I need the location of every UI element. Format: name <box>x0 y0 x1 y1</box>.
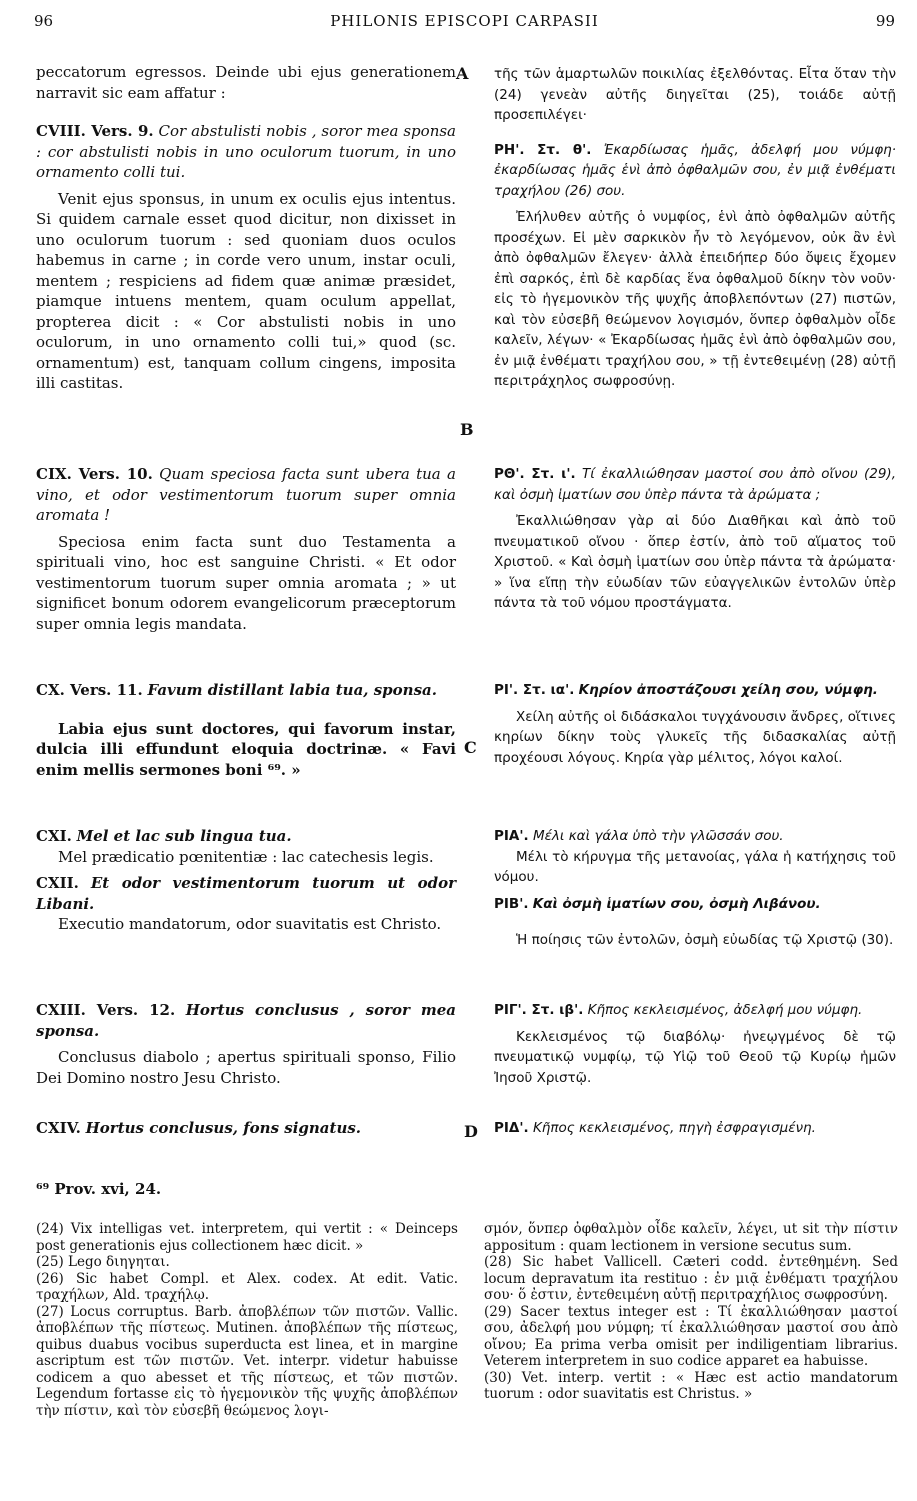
latin-cxii-body: Executio mandatorum, odor suavitatis est Christo. <box>58 915 442 933</box>
latin-intro: peccatorum egressos. Deinde ubi ejus generationem narravit sic eam affatur : <box>36 63 456 102</box>
note-27: (27) Locus corruptus. Barb. ἀποβλέπων τῶν πιστῶν. Vallic. ἀποβλέπων τῆς πίστεως. Mutinen. ἀποβλέπων τῆς πίστεως, quibus duabus vocibus superducta est linea, et in margine ascriptum est τῶν πιστῶν. Vet. interpr. videtur habuisse codicem a quo abesset et τῆς πίστεως, et τῶν πιστῶν. Legendum fortasse εἰς τὸ ἡγεμονικὸν τῆς ψυχῆς ἀποβλέπων τὴν πίστιν, καὶ τὸν εὐσεβῆ θεώμενος λογι- <box>36 1303 458 1419</box>
note-25: (25) Lego διηγηται. <box>36 1254 170 1270</box>
latin-cix-body: Speciosa enim facta sunt duo Testamenta a spirituali vino, hoc est sanguine Christi. « Et odor vestimentorum tuorum super omnia aromata ; » ut significet bonum odorem evangelicorum præceptorum super omnia legis mandata. <box>36 532 456 633</box>
note-28: (28) Sic habet Vallicell. Cæteri codd. ἐντεθημένη. Sed locum depravatum ita restituo : ἐν μιᾷ ἐνθέματι τραχήλου σου· ὅ ἐστιν, ἐντεθειμένη αὐτῇ περιτραχήλιος σωφροσύνη. <box>484 1254 898 1303</box>
margin-marker-c: C <box>464 738 477 757</box>
greek-column <box>494 64 896 398</box>
greek-rth-verse: ΡΘ'. Στ. ι'. Τί ἐκαλλιώθησαν μαστοί σου ἀπὸ οἴνου (29), καὶ ὀσμὴ ἱματίων σου ὑπὲρ πάντα τὰ ἀρώματα ; <box>494 466 896 503</box>
latin-cviii-body: Venit ejus sponsus, in unum ex oculis ejus intentus. Si quidem carnale esset quod dicitur, non dixisset in uno oculorum tuorum : sed quoniam duos oculos habemus in carne ; in corde vero unum, instar oculi, mentem ; respiciens ad fidem quæ animæ præsidet, piamque intuens mentem, quam oculum appellat, propterea dicit : « Cor abstulisti nobis in uno oculorum, in uno ornamento colli tui,» quod (sc. ornamentum) est, tanquam collum cingens, imposita illi castitas. <box>36 189 456 392</box>
running-header <box>34 12 895 40</box>
notes-left-column <box>36 1221 458 1419</box>
latin-cxii-verse: CXII. Et odor vestimentorum tuorum ut odor Libani. <box>36 874 456 913</box>
latin-cxi-cxii <box>36 826 456 941</box>
greek-intro: τῆς τῶν ἁμαρτωλῶν ποικιλίας ἐξελθόντας. Εἶτα ὅταν τὴν (24) γενεὰν αὐτῆς διηγεῖται (25), τοιάδε αὐτῇ προσεπιλέγει· <box>494 66 896 123</box>
latin-cxiii <box>36 1000 456 1094</box>
greek-rig-body: Κεκλεισμένος τῷ διαβόλῳ· ἠνεῳγμένος δὲ τῷ πνευματικῷ νυμφίῳ, τῷ Υἱῷ τοῦ Θεοῦ τῷ Κυρίῳ ἡμῶν Ἰησοῦ Χριστῷ. <box>494 1028 896 1086</box>
latin-cxi-body: Mel prædicatio pœnitentiæ : lac catechesis legis. <box>58 847 434 866</box>
latin-cxiv <box>36 1118 456 1145</box>
running-title: PHILONIS EPISCOPI CARPASII <box>330 12 599 30</box>
greek-rh-body: Ἐλήλυθεν αὐτῆς ὁ νυμφίος, ἑνὶ ἀπὸ ὀφθαλμῶν αὐτῆς προσέχων. Εἰ μὲν σαρκικὸν ἦν τὸ λεγόμενον, οὐκ ἂν ἑνὶ ἀπὸ ὀφθαλμῶν ἔλεγεν· ἀλλὰ ἐπειδήπερ δύο ὄψεις ἔχομεν ἐπὶ σαρκός, ἐπὶ δὲ καρδίας ἕνα ὀφθαλμοῦ δίκην τὸν νοῦν· εἰς τὸ ἡγεμονικὸν τῆς ψυχῆς ἀποβλεπόντων (27) πιστῶν, καὶ τὸν εὐσεβῆ θεώμενον λογισμόν, ὅνπερ ὀφθαλμὸν οἶδε καλεῖν, λέγων· « Ἐκαρδίωσας ἡμᾶς ἑνὶ ἀπὸ ὀφθαλμῶν σου, ἐν μιᾷ ἐνθέματι τραχήλου σου, » τῇ ἐντεθειμένῃ (28) αὐτῇ περιτράχηλος σωφροσύνῃ. <box>494 209 896 389</box>
greek-ria-verse: ΡΙΑ'. Μέλι καὶ γάλα ὑπὸ τὴν γλῶσσάν σου. <box>494 828 784 844</box>
latin-cxiv-verse: CXIV. Hortus conclusus, fons signatus. <box>36 1119 362 1137</box>
greek-rth <box>494 464 896 620</box>
greek-rig-verse: ΡΙΓ'. Στ. ιβ'. Κῆπος κεκλεισμένος, ἀδελφή μου νύμφη. <box>494 1002 863 1018</box>
greek-rid <box>494 1118 896 1145</box>
latin-cxi-verse: CXI. Mel et lac sub lingua tua. <box>36 827 292 845</box>
footnote-reference: ⁶⁹ Prov. xvi, 24. <box>36 1180 162 1198</box>
greek-ri-verse: ΡΙ'. Στ. ια'. Κηρίον ἀποστάζουσι χείλη σου, νύμφη. <box>494 682 878 698</box>
latin-cxiii-verse: CXIII. Vers. 12. Hortus conclusus , soror mea sponsa. <box>36 1001 456 1040</box>
page-number-right: 99 <box>875 12 895 30</box>
latin-cix-verse: CIX. Vers. 10. Quam speciosa facta sunt ubera tua a vino, et odor vestimentorum tuorum super omnia aromata ! <box>36 465 456 524</box>
greek-ri-body: Χείλη αὐτῆς οἱ διδάσκαλοι τυγχάνουσιν ἄνδρες, οἵτινες κηρίων δίκην τοὺς γλυκεῖς τῆς διδασκαλίας αὐτῇ προχέουσι λόγους. Κηρία γὰρ μέλιτος, λόγοι καλοί. <box>494 708 896 766</box>
greek-rth-body: Ἐκαλλιώθησαν γὰρ αἱ δύο Διαθῆκαι καὶ ἀπὸ τοῦ πνευματικοῦ οἴνου · ὅπερ ἐστίν, ἀπὸ τοῦ αἵματος τοῦ Χριστοῦ. « Καὶ ὀσμὴ ἱματίων σου ὑπὲρ πάντα τὰ ἀρώματα· » ἵνα εἴπῃ τὴν εὐωδίαν τῶν εὐαγγελικῶν ἐντολῶν ὑπὲρ πάντα τὰ τοῦ νόμου προστάγματα. <box>494 513 896 611</box>
latin-cix <box>36 464 456 640</box>
latin-cx <box>36 680 456 786</box>
latin-column <box>36 62 456 400</box>
greek-ria-rib <box>494 826 896 957</box>
latin-cx-body: Labia ejus sunt doctores, qui favorum instar, dulcia illi effundunt eloquia doctrinæ. « Favi enim mellis sermones boni ⁶⁹. » <box>36 719 456 779</box>
greek-ri <box>494 680 896 774</box>
greek-rib-verse: ΡΙΒ'. Καὶ ὀσμὴ ἱματίων σου, ὀσμὴ Λιβάνου. <box>494 895 821 912</box>
latin-cxiii-body: Conclusus diabolo ; apertus spirituali sponso, Filio Dei Domino nostro Jesu Christo. <box>36 1048 456 1087</box>
note-29: (29) Sacer textus integer est : Τί ἐκαλλιώθησαν μαστοί σου, ἀδελφή μου νύμφη; τί ἐκαλλιώθησαν μαστοί σου ἀπὸ οἴνου; Ea prima verba omisit per indiligentiam librarius. Veterem interpretem in suo codice apparet ea habuisse. <box>484 1303 898 1369</box>
latin-cviii-verse: CVIII. Vers. 9. Cor abstulisti nobis , soror mea sponsa : cor abstulisti nobis in uno oculorum tuorum, in uno ornamento colli tui. <box>36 122 456 181</box>
greek-rib-body: Ἡ ποίησις τῶν ἐντολῶν, ὀσμὴ εὐωδίας τῷ Χριστῷ (30). <box>516 932 894 948</box>
margin-marker-a: A <box>456 64 469 83</box>
note-30: (30) Vet. interp. vertit : « Hæc est actio mandatorum tuorum : odor suavitatis est Christus. » <box>484 1369 898 1402</box>
note-26: (26) Sic habet Compl. et Alex. codex. At edit. Vatic. τραχήλων, Ald. τραχήλῳ. <box>36 1270 458 1303</box>
greek-rh-verse: ΡΗ'. Στ. θ'. Ἐκαρδίωσας ἡμᾶς, ἀδελφή μου νύμφη· ἐκαρδίωσας ἡμᾶς ἑνὶ ἀπὸ ὀφθαλμῶν σου, ἐν μιᾷ ἐνθέματι τραχήλου (26) σου. <box>494 141 897 199</box>
note-24: (24) Vix intelligas vet. interpretem, qui vertit : « Deinceps post generationis ejus collectionem hæc dicit. » <box>36 1221 458 1254</box>
margin-marker-b: B <box>460 420 474 439</box>
page-number-left: 96 <box>34 12 54 30</box>
margin-marker-d: D <box>464 1122 478 1141</box>
latin-cx-verse: CX. Vers. 11. Favum distillant labia tua, sponsa. <box>36 681 437 699</box>
greek-rig <box>494 1000 896 1094</box>
greek-ria-body: Μέλι τὸ κήρυγμα τῆς μετανοίας, γάλα ἡ κατήχησις τοῦ νόμου. <box>494 848 896 885</box>
note-27-continued: σμόν, ὅνπερ ὀφθαλμὸν οἶδε καλεῖν, λέγει, ut sit τὴν πίστιν appositum : quam lectionem in versione secutus sum. <box>484 1221 898 1254</box>
greek-rid-verse: ΡΙΔ'. Κῆπος κεκλεισμένος, πηγὴ ἐσφραγισμένη. <box>494 1120 816 1136</box>
notes-right-column <box>484 1221 898 1403</box>
